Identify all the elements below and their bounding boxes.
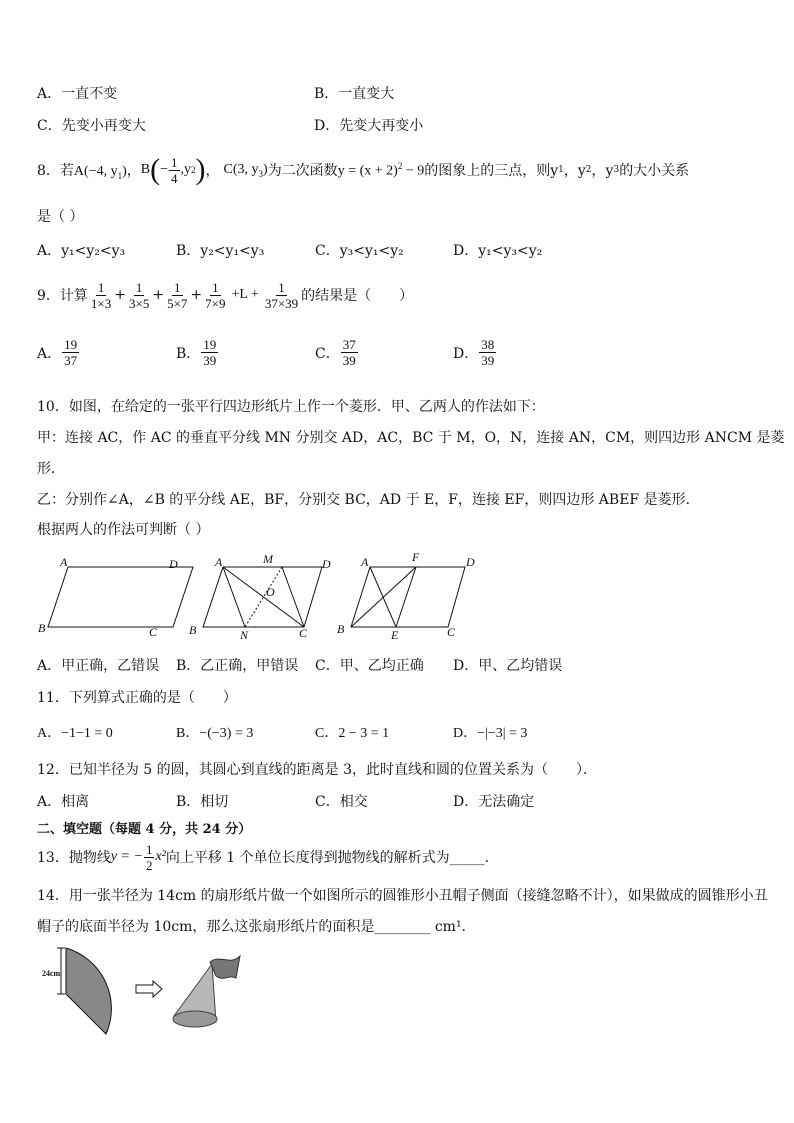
- q14-radius-label: 24cm: [42, 969, 61, 978]
- q8-option-b: B．y₂<y₁<y₃: [176, 243, 265, 259]
- q10-fig3-label-a: A: [361, 555, 369, 569]
- q12-option-d: D．无法确定: [453, 794, 535, 810]
- q7-option-a: A．一直不变: [37, 86, 118, 102]
- sector-shape: [66, 948, 111, 1034]
- q9-fraction-4: $\frac{1}{7\times 9}$: [205, 279, 226, 311]
- q10-line3: 形．: [37, 461, 65, 477]
- q9-fraction-1: $\frac{1}{1\times 3}$: [90, 279, 112, 311]
- q10-fig1-label-d: D: [169, 557, 178, 571]
- q10-figure-jia: [203, 567, 322, 627]
- q8-point-c: C(3, $y_3$): [223, 161, 268, 179]
- q10-option-b: B．乙正确，甲错误: [176, 658, 299, 674]
- q10-figures: [30, 548, 490, 643]
- q10-fig2-label-n: N: [240, 628, 249, 642]
- q8-mid: 为二次函数: [267, 163, 338, 179]
- q7-option-b: B．一直变大: [314, 86, 395, 102]
- q13-stem: 13．抛物线 y = − $\frac{1}{2}$ x² 向上平移 1 个单位长度得到抛物线的解析式为_____．: [37, 841, 499, 873]
- q12-option-a: A．相离: [37, 794, 90, 810]
- q9-fraction-2: $\frac{1}{3\times 5}$: [129, 279, 150, 311]
- q9-fraction-5: $\frac{1}{37\times 39}$: [264, 279, 299, 311]
- q10-fig3-label-d: D: [466, 555, 475, 569]
- q10-line2: 甲：连接 AC，作 AC 的垂直平分线 MN 分别交 AD，AC，BC 于 M，O，N，连接 AN，CM，则四边形 ANCM 是菱: [37, 430, 785, 446]
- q10-fig3-label-b: B: [337, 622, 345, 636]
- q10-line5: 根据两人的作法可判断（ ）: [37, 522, 210, 538]
- q8-line2: 是（ ）: [37, 209, 84, 225]
- q9-fraction-3: $\frac{1}{5\times 7}$: [167, 279, 188, 311]
- q10-fig2-label-m: M: [263, 552, 273, 566]
- q10-fig2-label-c: C: [299, 626, 308, 640]
- q10-fig3-label-f: F: [412, 550, 420, 564]
- q7-option-c: C．先变小再变大: [37, 118, 146, 134]
- q10-option-a: A．甲正确，乙错误: [37, 658, 160, 674]
- q9-option-a: A． $\frac{19}{37}$: [37, 337, 78, 368]
- q11-option-a: A．−1−1 = 0: [37, 726, 113, 741]
- q11-stem: 11．下列算式正确的是（ ）: [37, 690, 237, 706]
- q10-figure-parallelogram: [48, 567, 193, 627]
- section-2-heading: 二、填空题（每题 4 分，共 24 分）: [37, 822, 252, 837]
- q14-line1: 14．用一张半径为 14cm 的扇形纸片做一个如图所示的圆锥形小丑帽子侧面（接缝忽略不计），如果做成的圆锥形小丑: [37, 888, 768, 904]
- q8-stem: 8．若 A(−4, $y_1$)， B ( − $\frac{1}{4}$ , y 2 ) ， C(3, $y_3$) 为二次函数 $y = (x + 2)^2 - 9$ 的图象上的三点，则y 1 ，y 2 ，y 3 的大小关系: [37, 153, 690, 186]
- q9-option-d: D． $\frac{38}{39}$: [453, 337, 495, 368]
- q8-point-b: B ( − $\frac{1}{4}$ , y 2 ) ，: [140, 153, 220, 186]
- q11-option-b: B．−(−3) = 3: [176, 726, 254, 741]
- q12-option-b: B．相切: [176, 794, 229, 810]
- q10-fig3-label-c: C: [447, 625, 456, 639]
- q11-option-d: D．−|−3| = 3: [453, 726, 528, 741]
- q8-point-a: A(−4, $y_1$)，: [73, 163, 141, 181]
- q14-figure: [38, 944, 278, 1040]
- q8-function: $y = (x + 2)^2 - 9$: [337, 160, 425, 179]
- q10-fig2-label-d: D: [322, 557, 331, 571]
- clown-hat-icon: [173, 956, 240, 1027]
- q9-option-c: C． $\frac{37}{39}$: [315, 337, 356, 368]
- q8-tail: 的图象上的三点，则y: [424, 163, 559, 179]
- q9-stem: 9．计算 $\frac{1}{1\times 3}$ + $\frac{1}{3\times 5}$ + $\frac{1}{5\times 7}$ + $\frac{1}{7\times 9}$ +L + $\frac{1}{37\times 39}$ 的结果是（ ）: [37, 279, 414, 311]
- q10-fig2-label-b: B: [189, 623, 197, 637]
- q8-option-a: A．y₁<y₂<y₃: [37, 243, 126, 259]
- q8-option-d: D．y₁<y₃<y₂: [453, 243, 543, 259]
- q14-line2: 帽子的底面半径为 10cm，那么这张扇形纸片的面积是________ cm¹．: [37, 919, 476, 935]
- q7-option-d: D．先变大再变小: [314, 118, 424, 134]
- q10-fig1-label-a: A: [60, 555, 68, 569]
- q11-option-c: C．2 − 3 = 1: [315, 726, 390, 741]
- q10-fig3-label-e: E: [391, 628, 399, 642]
- arrow-icon: [136, 981, 162, 997]
- q12-option-c: C．相交: [315, 794, 368, 810]
- q8-lead: 8．若: [37, 163, 74, 179]
- q9-option-b: B． $\frac{19}{39}$: [176, 337, 217, 368]
- q10-fig2-label-o: O: [266, 585, 275, 599]
- q10-option-d: D．甲、乙均错误: [453, 658, 563, 674]
- q10-fig1-label-b: B: [38, 621, 46, 635]
- q8-option-c: C．y₃<y₁<y₂: [315, 243, 404, 259]
- q10-option-c: C．甲、乙均正确: [315, 658, 424, 674]
- q12-stem: 12．已知半径为 5 的圆，其圆心到直线的距离是 3，此时直线和圆的位置关系为（ ）．: [37, 762, 597, 778]
- q10-fig2-label-a: A: [215, 555, 223, 569]
- q10-line4: 乙：分别作∠A，∠B 的平分线 AE，BF，分别交 BC，AD 于 E，F，连接 EF，则四边形 ABEF 是菱形．: [37, 492, 700, 508]
- q10-fig1-label-c: C: [149, 625, 158, 639]
- q10-figure-yi: [351, 567, 465, 627]
- q10-line1: 10．如图，在给定的一张平行四边形纸片上作一个菱形．甲、乙两人的作法如下：: [37, 399, 545, 415]
